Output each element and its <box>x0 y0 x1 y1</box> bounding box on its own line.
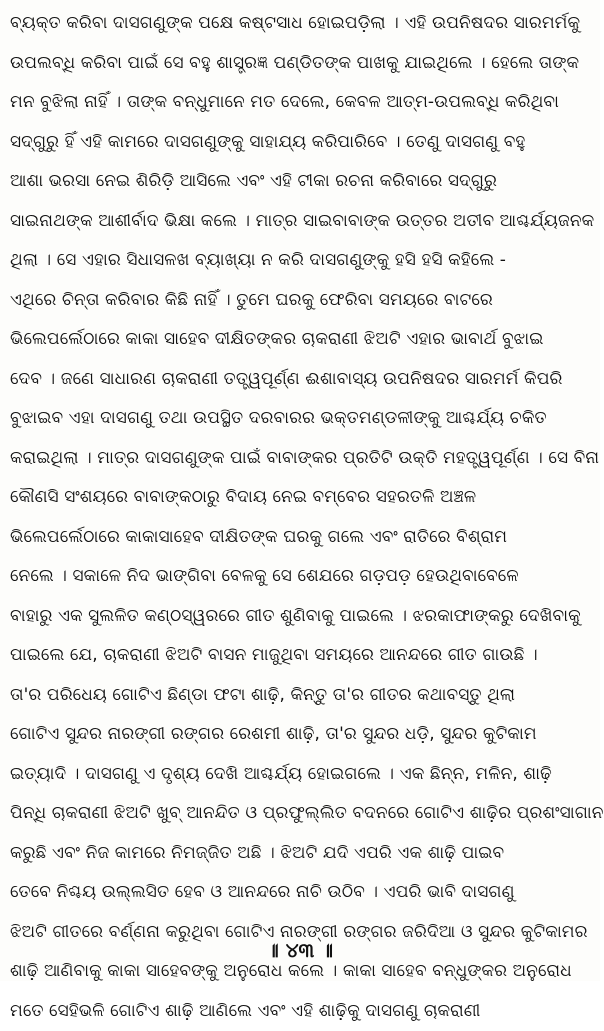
text-line-26: ମତେ ସେହିଭଳି ଗୋଟିଏ ଶାଢ଼ି ଆଣିଲେ ଏବଂ ଏହି ଶାଢ଼ିକୁ ଦାସଗଣୁ ଚାକରାଣୀ <box>10 992 590 1031</box>
text-line-2: ଉପଲବ୍ଧି କରିବା ପାଇଁ ସେ ବହୁ ଶାସ୍ତ୍ରଜ୍ଞ ପଣ୍ଡିତଙ୍କ ପାଖକୁ ଯାଇଥିଲେ । ହେଲେ ତାଙ୍କ <box>10 44 590 84</box>
text-line-20: ଇତ୍ୟାଦି । ଦାସଗଣୁ ଏ ଦୃଶ୍ୟ ଦେଖି ଆଶ୍ଚର୍ଯ୍ୟ ହୋଇଗଲେ । ଏକ ଛିନ୍ନ, ମଳିନ, ଶାଢ଼ି <box>10 755 590 795</box>
text-line-17: ପାଇଲେ ଯେ, ଚାକରାଣୀ ଝିଅଟି ବାସନ ମାଜୁଥିବା ସମୟରେ ଆନନ୍ଦରେ ଗୀତ ଗାଉଛି । <box>10 636 590 676</box>
text-line-11: ବୁଝାଇବ ଏହା ଦାସଗଣୁ ତଥା ଉପସ୍ଥିତ ଦରବାରର ଭକ୍ତମଣ୍ଡଳୀଙ୍କୁ ଆଶ୍ଚର୍ଯ୍ୟ ଚକିତ <box>10 399 590 439</box>
text-line-10: ଦେବ । ଜଣେ ସାଧାରଣ ଚାକରାଣୀ ତତ୍ତ୍ୱପୂର୍ଣ୍ଣ ଈଶାବାସ୍ୟ ଉପନିଷଦର ସାରମର୍ମ କିପରି <box>10 360 590 400</box>
text-line-1: ବ୍ୟକ୍ତ କରିବା ଦାସଗଣୁଙ୍କ ପକ୍ଷେ କଷ୍ଟସାଧ ହୋଇପଡ଼ିଲା । ଏହି ଉପନିଷଦର ସାରମର୍ମକୁ <box>10 4 590 44</box>
text-line-22: କରୁଛି ଏବଂ ନିଜ କାମରେ ନିମଜ୍ଜିତ ଅଛି । ଝିଅଟି ଯଦି ଏପରି ଏକ ଶାଢ଼ି ପାଇବ <box>10 834 590 874</box>
text-line-8: ଏଥିରେ ଚିନ୍ତା କରିବାର କିଛି ନାହିଁ । ତୁମେ ଘରକୁ ଫେରିବା ସମୟରେ ବାଟରେ <box>10 281 590 321</box>
text-line-13: କୌଣସି ସଂଶୟରେ ବାବାଙ୍କଠାରୁ ବିଦାୟ ନେଇ ବମ୍ବେର ସହରତଳି ଅଞ୍ଚଳ <box>10 478 590 518</box>
text-line-6: ସାଇନାଥଙ୍କ ଆଶୀର୍ବାଦ ଭିକ୍ଷା କଲେ । ମାତ୍ର ସାଇବାବାଙ୍କ ଉତ୍ତର ଅତୀବ ଆଶ୍ଚର୍ଯ୍ୟଜନକ <box>10 202 590 242</box>
text-line-24: ଝିଅଟି ଗୀତରେ ବର୍ଣ୍ଣନା କରୁଥିବା ଗୋଟିଏ ନାରଙ୍ଗୀ ରଙ୍ଗର ଜରିଦିଆ ଓ ସୁନ୍ଦର କୁଟିକାମର <box>10 913 590 953</box>
text-line-9: ଭିଲେପର୍ଲେଠାରେ କାକା ସାହେବ ଦୀକ୍ଷିତଙ୍କର ଚାକରାଣୀ ଝିଅଟି ଏହାର ଭାବାର୍ଥ ବୁଝାଇ <box>10 320 590 360</box>
text-line-15: ନେଲେ । ସକାଳେ ନିଦ ଭାଙ୍ଗିବା ବେଳକୁ ସେ ଶେଯରେ ଗଡ଼ପଡ଼ ହେଉଥିବାବେଳେ <box>10 557 590 597</box>
text-line-14: ଭିଲେପର୍ଲେଠାରେ କାକାସାହେବ ଦୀକ୍ଷିତଙ୍କ ଘରକୁ ଗଲେ ଏବଂ ରାତିରେ ବିଶ୍ରାମ <box>10 518 590 558</box>
text-line-19: ଗୋଟିଏ ସୁନ୍ଦର ନାରଙ୍ଗୀ ରଙ୍ଗର ରେଶମୀ ଶାଢ଼ି, ତା'ର ସୁନ୍ଦର ଧଡ଼ି, ସୁନ୍ଦର କୁଟିକାମ <box>10 715 590 755</box>
text-line-21: ପିନ୍ଧି ଚାକରାଣୀ ଝିଅଟି ଖୁବ୍ ଆନନ୍ଦିତ ଓ ପ୍ରଫୁଲ୍ଲିତ ବଦନରେ ଗୋଟିଏ ଶାଢ଼ିର ପ୍ରଶଂସାଗାନ <box>10 794 590 834</box>
text-line-3: ମନ ବୁଝିଲା ନାହିଁ । ତାଙ୍କ ବନ୍ଧୁମାନେ ମତ ଦେଲେ, କେବଳ ଆତ୍ମ-ଉପଲବ୍ଧି କରିଥିବା <box>10 83 590 123</box>
text-line-5: ଆଶା ଭରସା ନେଇ ଶିରିଡ଼ି ଆସିଲେ ଏବଂ ଏହି ଟୀକା ରଚନା କରିବାରେ ସଦ୍‌ଗୁରୁ <box>10 162 590 202</box>
text-line-12: କରାଇଥିଲା । ମାତ୍ର ଦାସଗଣୁଙ୍କ ପାଇଁ ବାବାଙ୍କର ପ୍ରତିଟି ଉକ୍ତି ମହତ୍ତ୍ୱପୂର୍ଣ୍ଣ । ସେ ବିନା <box>10 439 590 479</box>
body-text <box>10 4 590 1031</box>
text-line-7: ଥିଲା । ସେ ଏହାର ସିଧାସଳଖ ବ୍ୟାଖ୍ୟା ନ କରି ଦାସଗଣୁଙ୍କୁ ହସି ହସି କହିଲେ - <box>10 241 590 281</box>
text-line-16: ବାହାରୁ ଏକ ସୁଲଳିତ କଣ୍ଠସ୍ୱରରେ ଗୀତ ଶୁଣିବାକୁ ପାଇଲେ । ଝରକାଫାଙ୍କରୁ ଦେଖିବାକୁ <box>10 597 590 637</box>
text-line-4: ସଦ୍‌ଗୁରୁ ହିଁ ଏହି କାମରେ ଦାସଗଣୁଙ୍କୁ ସାହାଯ୍ୟ କରିପାରିବେ । ତେଣୁ ଦାସଗଣୁ ବହୁ <box>10 123 590 163</box>
text-line-18: ତା'ର ପରିଧେୟ ଗୋଟିଏ ଛିଣ୍ଡା ଫଟା ଶାଢ଼ି, କିନ୍ତୁ ତା'ର ଗୀତର କଥାବସ୍ତୁ ଥିଲା <box>10 676 590 716</box>
text-line-23: ତେବେ ନିଶ୍ଚୟ ଉଲ୍ଲସିତ ହେବ ଓ ଆନନ୍ଦରେ ନାଚି ଉଠିବ । ଏପରି ଭାବି ଦାସଗଣୁ <box>10 873 590 913</box>
page-number: ॥ ୪୩ ॥ <box>0 935 600 965</box>
text-line-25: ଶାଢ଼ି ଆଣିବାକୁ କାକା ସାହେବଙ୍କୁ ଅନୁରୋଧ କଲେ । କାକା ସାହେବ ବନ୍ଧୁଙ୍କର ଅନୁରୋଧ <box>10 952 590 992</box>
